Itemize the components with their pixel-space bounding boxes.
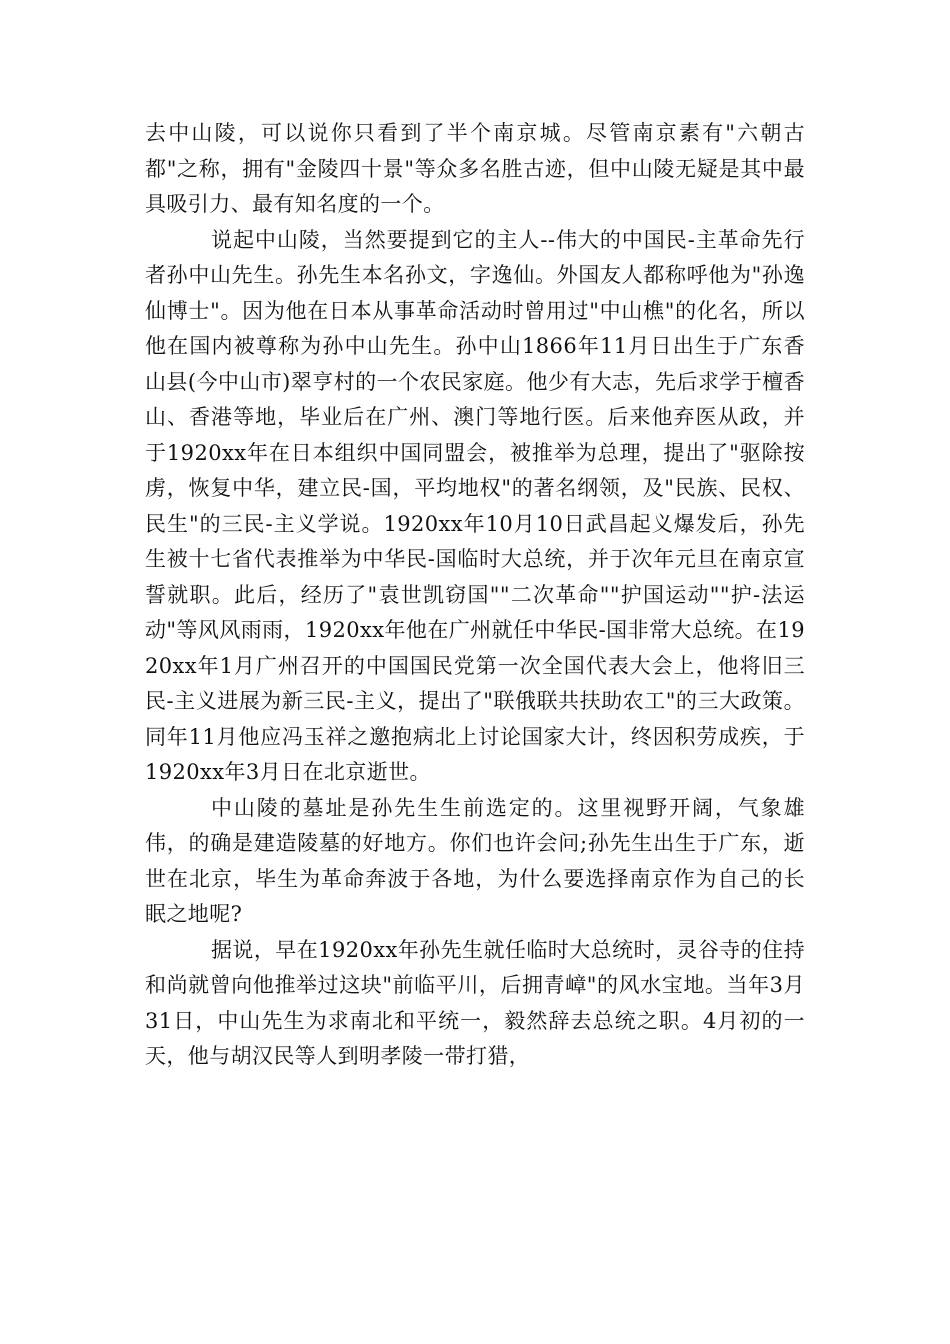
document-body [145,116,805,1075]
paragraph-2: 说起中山陵，当然要提到它的主人--伟大的中国民-主革命先行者孙中山先生。孙先生本名孙文，字逸仙。外国友人都称呼他为"孙逸仙博士"。因为他在日本从事革命活动时曾用过"中山樵"的化名，所以他在国内被尊称为孙中山先生。孙中山1866年11月日出生于广东香山县(今中山市)翠亨村的一个农民家庭。他少有大志，先后求学于檀香山、香港等地，毕业后在广州、澳门等地行医。后来他弃医从政，并于1920xx年在日本组织中国同盟会，被推举为总理，提出了"驱除按虏，恢复中华，建立民-国，平均地权"的著名纲领，及"民族、民权、民生"的三民-主义学说。1920xx年10月10日武昌起义爆发后，孙先生被十七省代表推举为中华民-国临时大总统，并于次年元旦在南京宣誓就职。此后，经历了"袁世凯窃国""二次革命""护国运动""护-法运动"等风风雨雨，1920xx年他在广州就任中华民-国非常大总统。在1920xx年1月广州召开的中国国民党第一次全国代表大会上，他将旧三民-主义进展为新三民-主义，提出了"联俄联共扶助农工"的三大政策。同年11月他应冯玉祥之邀抱病北上讨论国家大计，终因积劳成疾，于1920xx年3月日在北京逝世。 [145,227,805,784]
paragraph-1: 去中山陵，可以说你只看到了半个南京城。尽管南京素有"六朝古都"之称，拥有"金陵四十景"等众多名胜古迹，但中山陵无疑是其中最具吸引力、最有知名度的一个。 [145,121,805,216]
paragraph-4: 据说，早在1920xx年孙先生就任临时大总统时，灵谷寺的住持和尚就曾向他推举过这块"前临平川，后拥青嶂"的风水宝地。当年3月31日，中山先生为求南北和平统一，毅然辞去总统之职。4月初的一天，他与胡汉民等人到明孝陵一带打猎， [145,937,805,1068]
paragraph-3: 中山陵的墓址是孙先生生前选定的。这里视野开阔，气象雄伟，的确是建造陵墓的好地方。你们也许会问;孙先生出生于广东，逝世在北京，毕生为革命奔波于各地，为什么要选择南京作为自己的长眠之地呢? [145,795,805,926]
